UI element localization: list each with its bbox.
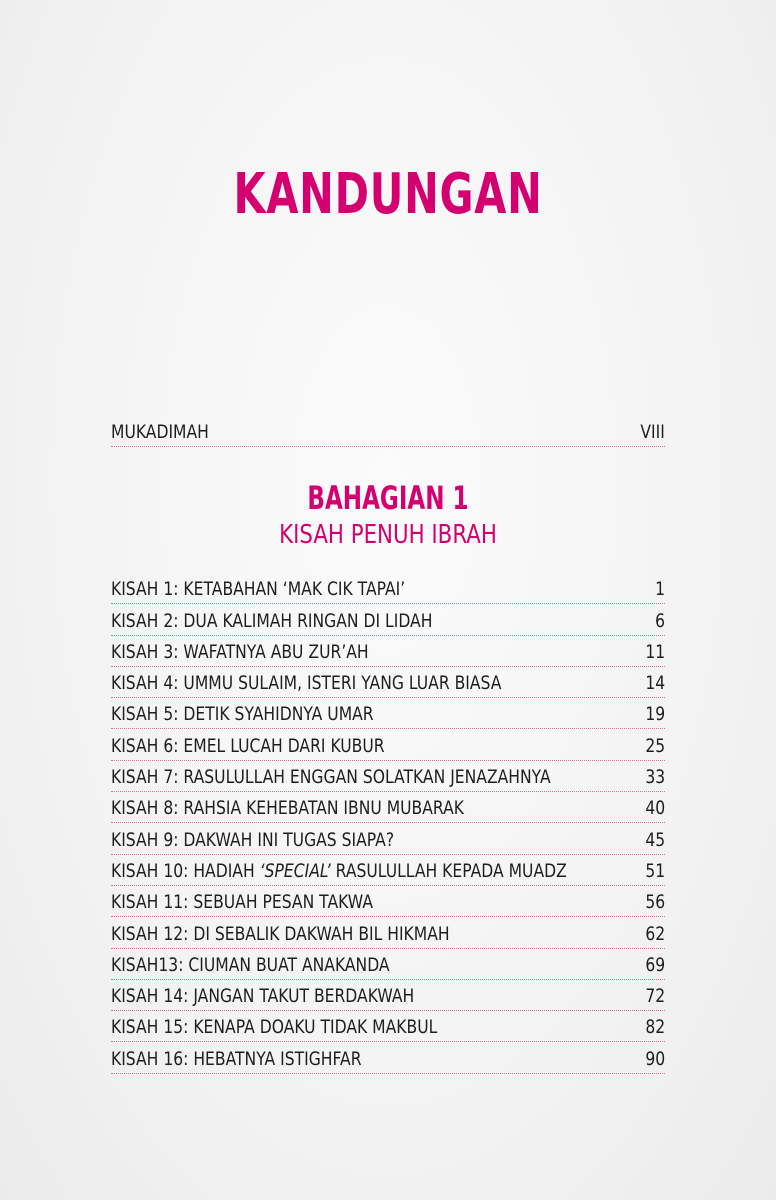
toc-entry-page: 19 xyxy=(645,703,665,726)
toc-row xyxy=(111,949,665,980)
preface-toc xyxy=(111,416,665,447)
toc-row xyxy=(111,1042,665,1073)
toc-entry-label-italic: ‘SPECIAL’ xyxy=(259,859,331,882)
toc-entry-label: KISAH 6: EMEL LUCAH DARI KUBUR xyxy=(111,734,385,757)
toc-entry-page: 72 xyxy=(645,985,665,1008)
toc-entry-page: 1 xyxy=(655,578,665,601)
toc-entry-page: 14 xyxy=(645,672,665,695)
toc-entry-page: 56 xyxy=(645,891,665,914)
toc-row xyxy=(111,792,665,823)
toc-row xyxy=(111,1011,665,1042)
toc-entry-page: 11 xyxy=(645,640,665,663)
toc-entry-page: 90 xyxy=(645,1047,665,1070)
toc-row xyxy=(111,573,665,604)
toc-row xyxy=(111,761,665,792)
toc-row xyxy=(111,980,665,1011)
toc-entry-label: KISAH 3: WAFATNYA ABU ZUR’AH xyxy=(111,640,369,663)
toc-entry-label: KISAH 11: SEBUAH PESAN TAKWA xyxy=(111,891,374,914)
part-title: KISAH PENUH IBRAH xyxy=(279,520,497,550)
toc-entry-page: 69 xyxy=(645,953,665,976)
toc-entry-label xyxy=(111,860,567,882)
toc-entry-label: KISAH 12: DI SEBALIK DAKWAH BIL HIKMAH xyxy=(111,922,450,945)
toc-entry-label: KISAH 16: HEBATNYA ISTIGHFAR xyxy=(111,1047,362,1070)
toc-entry-label: KISAH 4: UMMU SULAIM, ISTERI YANG LUAR BIASA xyxy=(111,672,502,695)
toc-row xyxy=(111,886,665,917)
toc-entry-label: KISAH 1: KETABAHAN ‘MAK CIK TAPAI’ xyxy=(111,578,406,601)
toc-entry-page: 51 xyxy=(645,859,665,882)
toc-row xyxy=(111,855,665,886)
toc-row xyxy=(111,917,665,948)
toc-row xyxy=(111,823,665,854)
toc-entry-label: KISAH 2: DUA KALIMAH RINGAN DI LIDAH xyxy=(111,609,433,632)
toc-row xyxy=(111,729,665,760)
toc-row xyxy=(111,604,665,635)
toc-entry-page: 45 xyxy=(645,828,665,851)
toc-row xyxy=(111,667,665,698)
toc-entry-label: KISAH 15: KENAPA DOAKU TIDAK MAKBUL xyxy=(111,1016,438,1039)
toc-entry-label: KISAH13: CIUMAN BUAT ANAKANDA xyxy=(111,953,390,976)
toc-entry-page: 6 xyxy=(655,609,665,632)
toc-entry-label: KISAH 14: JANGAN TAKUT BERDAKWAH xyxy=(111,985,415,1008)
toc-entry-page: 25 xyxy=(645,734,665,757)
part-number: BAHAGIAN 1 xyxy=(307,479,469,517)
toc-entry-label: KISAH 8: RAHSIA KEHEBATAN IBNU MUBARAK xyxy=(111,797,464,820)
page-title: KANDUNGAN xyxy=(233,162,543,227)
toc-entry-label-end: RASULULLAH KEPADA MUADZ xyxy=(330,859,567,882)
toc-entry-label: KISAH 9: DAKWAH INI TUGAS SIAPA? xyxy=(111,828,395,851)
toc-entry-label: KISAH 7: RASULULLAH ENGGAN SOLATKAN JENAZAHNYA xyxy=(111,766,551,789)
toc-entry-page: 40 xyxy=(645,797,665,820)
toc-entry-label: KISAH 5: DETIK SYAHIDNYA UMAR xyxy=(111,703,374,726)
toc-entry-label: MUKADIMAH xyxy=(111,421,209,444)
toc-row xyxy=(111,698,665,729)
toc-row-preface xyxy=(111,416,665,447)
toc-row xyxy=(111,636,665,667)
toc-entry-page: 33 xyxy=(645,766,665,789)
toc-entry-page: VIII xyxy=(640,421,665,444)
toc-entry-label-start: KISAH 10: HADIAH xyxy=(111,859,260,882)
toc-entry-page: 82 xyxy=(645,1016,665,1039)
toc-entry-page: 62 xyxy=(645,922,665,945)
chapter-list xyxy=(111,573,665,1074)
